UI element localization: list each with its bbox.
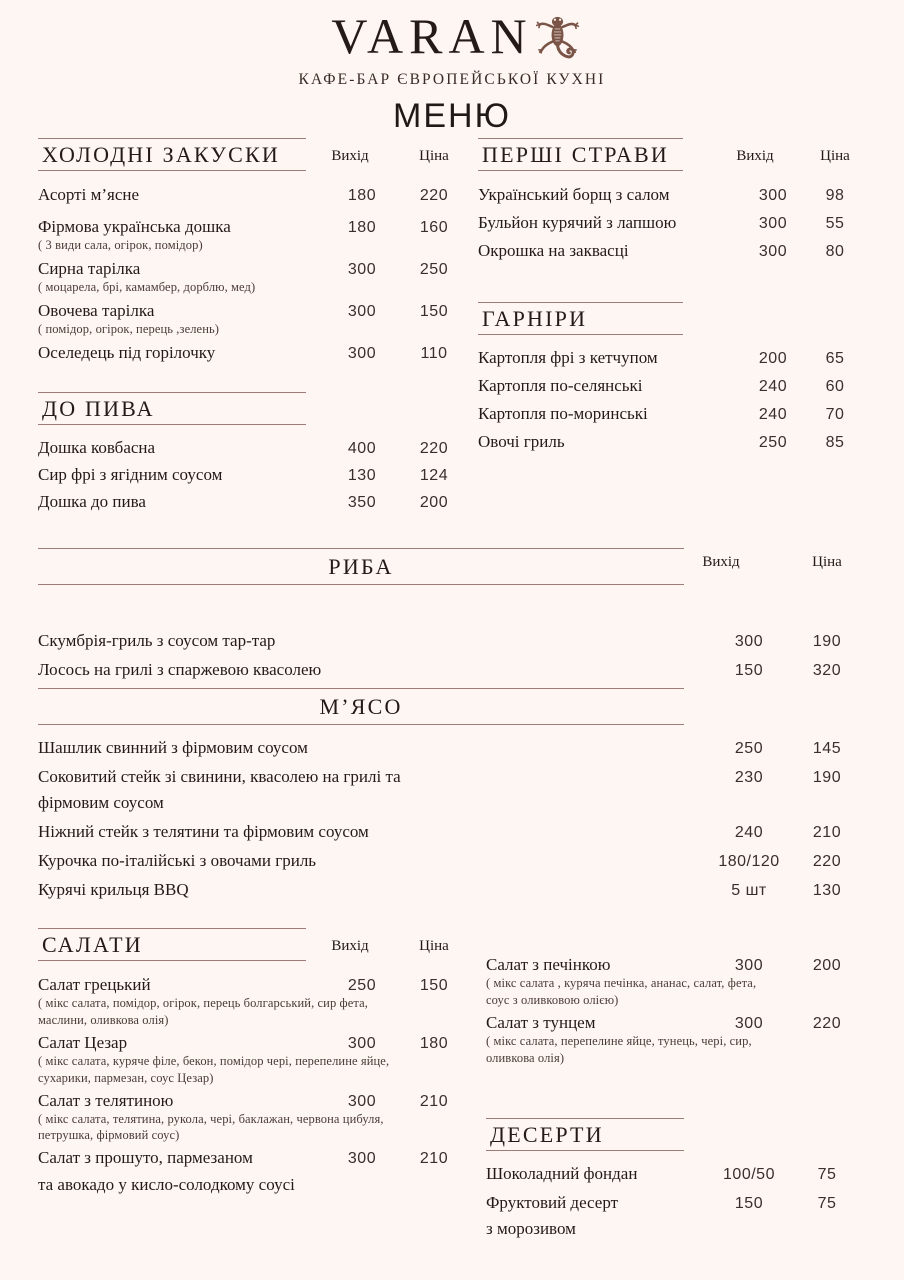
item-price: 70 bbox=[825, 406, 845, 423]
section-meat bbox=[38, 688, 866, 900]
item-yield: 300 bbox=[734, 633, 764, 650]
item-name-line2: та авокадо у кисло-солодкому соусі bbox=[38, 1175, 295, 1195]
item-description-line1: ( мікс салата, телятина, рукола, чері, баклажан, червона цибуля, bbox=[38, 1111, 384, 1126]
item-price: 160 bbox=[419, 219, 449, 236]
menu-item[interactable] bbox=[38, 1148, 470, 1168]
menu-item[interactable] bbox=[478, 241, 866, 261]
item-yield: 150 bbox=[734, 662, 764, 679]
section-title: М’ЯСО bbox=[319, 694, 403, 719]
item-price: 210 bbox=[419, 1092, 449, 1110]
brand-row bbox=[0, 8, 904, 64]
item-name: Картопля по-моринські bbox=[478, 404, 648, 423]
item-yield: 300 bbox=[347, 344, 377, 362]
item-name: Картопля по-селянські bbox=[478, 376, 643, 395]
item-price: 75 bbox=[817, 1195, 837, 1212]
divider bbox=[478, 334, 683, 335]
item-yield: 240 bbox=[758, 378, 788, 395]
section-desserts bbox=[486, 1118, 866, 1239]
menu-item[interactable] bbox=[38, 259, 470, 279]
item-name: Курочка по-італійські з овочами гриль bbox=[38, 851, 317, 870]
item-yield: 180 bbox=[347, 219, 377, 236]
item-yield: 250 bbox=[734, 740, 764, 757]
item-price: 130 bbox=[812, 882, 842, 899]
item-name-line2: з морозивом bbox=[486, 1219, 576, 1238]
menu-item[interactable] bbox=[478, 404, 866, 424]
column-header-yield: Вихід bbox=[331, 148, 369, 164]
item-description-line2: петрушка, фірмовий соус) bbox=[38, 1128, 180, 1143]
section-header bbox=[38, 138, 470, 171]
section-title: РИБА bbox=[328, 554, 394, 579]
item-price: 60 bbox=[825, 378, 845, 395]
item-name: Оселедець під горілочку bbox=[38, 342, 216, 362]
section-header bbox=[478, 138, 866, 171]
column-header-price: Ціна bbox=[419, 938, 449, 954]
item-name: Лосось на грилі з спаржевою квасолею bbox=[38, 660, 322, 679]
column-headers bbox=[724, 148, 866, 171]
item-yield: 250 bbox=[758, 434, 788, 451]
item-price: 250 bbox=[419, 260, 449, 278]
section-title: ДО ПИВА bbox=[42, 396, 155, 421]
menu-item[interactable] bbox=[38, 301, 470, 321]
page-title: МЕНЮ bbox=[393, 97, 511, 135]
item-yield: 300 bbox=[758, 215, 788, 232]
item-name: Шашлик свинний з фірмовим соусом bbox=[38, 738, 308, 757]
item-price: 210 bbox=[419, 1150, 449, 1168]
item-name: Український борщ з салом bbox=[478, 185, 670, 204]
column-headers bbox=[682, 554, 866, 577]
item-description-line2: сухарики, пармезан, соус Цезар) bbox=[38, 1070, 214, 1085]
section-salads bbox=[38, 928, 470, 1195]
menu-item[interactable] bbox=[38, 738, 866, 758]
item-price: 110 bbox=[420, 344, 448, 362]
item-price: 98 bbox=[825, 187, 845, 204]
item-price: 210 bbox=[812, 824, 842, 841]
item-name: Дошка ковбасна bbox=[38, 438, 156, 457]
menu-item[interactable] bbox=[38, 465, 470, 485]
item-name: Салат грецький bbox=[38, 975, 151, 994]
item-price: 145 bbox=[812, 740, 842, 757]
item-name: Картопля фрі з кетчупом bbox=[478, 348, 658, 367]
item-description-line1: ( мікс салата, куряче філе, бекон, помідор чері, перепелине яйце, bbox=[38, 1053, 390, 1068]
item-price: 190 bbox=[812, 769, 842, 786]
column-header-yield: Вихід bbox=[736, 148, 774, 164]
item-name: Бульйон курячий з лапшою bbox=[478, 213, 677, 232]
section-title: ХОЛОДНІ ЗАКУСКИ bbox=[42, 142, 280, 167]
item-name: Окрошка на заквасці bbox=[478, 241, 629, 260]
brand-subtitle: КАФЕ-БАР ЄВРОПЕЙСЬКОЇ КУХНІ bbox=[298, 71, 606, 88]
column-header-price: Ціна bbox=[419, 148, 449, 164]
menu-item[interactable] bbox=[38, 492, 470, 512]
column-header-price: Ціна bbox=[812, 554, 842, 570]
item-name: Фірмова українська дошка bbox=[38, 217, 231, 236]
menu-item[interactable] bbox=[38, 1033, 470, 1053]
item-name: Овочева тарілка bbox=[38, 300, 155, 320]
divider bbox=[38, 724, 684, 725]
section-title: ГАРНІРИ bbox=[482, 306, 588, 331]
item-yield: 240 bbox=[758, 406, 788, 423]
item-price: 65 bbox=[825, 350, 845, 367]
menu-item-continuation bbox=[38, 1175, 470, 1195]
item-price: 200 bbox=[419, 494, 449, 511]
item-description-line2: соус з оливковою олією) bbox=[486, 992, 619, 1007]
menu-item[interactable] bbox=[486, 955, 866, 975]
item-price: 220 bbox=[419, 187, 449, 204]
item-yield: 350 bbox=[347, 494, 377, 511]
item-price: 55 bbox=[825, 215, 845, 232]
menu-item[interactable] bbox=[38, 185, 470, 205]
item-price: 85 bbox=[825, 434, 845, 451]
menu-item[interactable] bbox=[38, 217, 470, 237]
menu-item[interactable] bbox=[38, 880, 866, 900]
item-name: Дошка до пива bbox=[38, 492, 146, 511]
item-description: ( моцарела, брі, камамбер, дорблю, мед) bbox=[38, 279, 256, 294]
menu-item[interactable] bbox=[486, 1164, 866, 1184]
menu-item[interactable] bbox=[38, 975, 470, 995]
item-name: Соковитий стейк зі свинини, квасолею на грилі та bbox=[38, 767, 401, 786]
menu-item[interactable] bbox=[38, 660, 866, 680]
item-name: Ніжний стейк з телятини та фірмовим соусом bbox=[38, 822, 369, 841]
item-yield: 150 bbox=[734, 1195, 764, 1212]
item-name: Овочі гриль bbox=[478, 432, 565, 451]
menu-item[interactable] bbox=[478, 185, 866, 205]
divider bbox=[38, 960, 306, 961]
item-name: Сирна тарілка bbox=[38, 258, 141, 278]
item-name: Шоколадний фондан bbox=[486, 1164, 638, 1183]
item-name: Салат Цезар bbox=[38, 1032, 128, 1052]
item-yield: 180 bbox=[347, 187, 377, 204]
item-name: Салат з телятиною bbox=[38, 1090, 174, 1110]
divider bbox=[38, 584, 684, 585]
section-cold-appetizers bbox=[38, 138, 470, 363]
section-title: ДЕСЕРТИ bbox=[490, 1122, 604, 1147]
item-description: ( помідор, огірок, перець ,зелень) bbox=[38, 321, 220, 336]
item-description-line1: ( мікс салата, помідор, огірок, перець болгарський, сир фета, bbox=[38, 996, 368, 1010]
section-beer-snacks bbox=[38, 392, 470, 512]
menu-item[interactable] bbox=[478, 376, 866, 396]
section-fish bbox=[38, 548, 866, 680]
lizard-icon bbox=[535, 12, 583, 64]
item-name: Курячі крильця BBQ bbox=[38, 880, 189, 899]
menu-item[interactable] bbox=[38, 631, 866, 651]
menu-item[interactable] bbox=[38, 1091, 470, 1111]
item-yield: 230 bbox=[734, 769, 764, 786]
section-salads-continued bbox=[486, 955, 866, 1067]
masthead bbox=[0, 0, 904, 136]
menu-item[interactable] bbox=[38, 822, 866, 842]
menu-item-continuation bbox=[38, 793, 866, 813]
column-header-price: Ціна bbox=[820, 148, 850, 164]
menu-item[interactable] bbox=[486, 1013, 866, 1033]
item-yield: 300 bbox=[347, 302, 377, 320]
section-title: ПЕРШІ СТРАВИ bbox=[482, 142, 669, 167]
item-yield: 240 bbox=[734, 824, 764, 841]
item-yield: 100/50 bbox=[723, 1166, 775, 1183]
item-name: Фруктовий десерт bbox=[486, 1193, 619, 1212]
item-price: 80 bbox=[825, 243, 845, 260]
item-name: Сир фрі з ягідним соусом bbox=[38, 465, 223, 484]
column-headers bbox=[314, 148, 470, 171]
column-header-yield: Вихід bbox=[702, 554, 740, 570]
column-header-yield: Вихід bbox=[331, 938, 369, 954]
item-price: 150 bbox=[419, 302, 449, 320]
section-sides bbox=[478, 302, 866, 452]
item-description-line2: маслини, оливкова олія) bbox=[38, 1012, 169, 1027]
column-headers bbox=[314, 938, 470, 961]
menu-item[interactable] bbox=[478, 432, 866, 452]
item-name-line2: фірмовим соусом bbox=[38, 793, 164, 812]
menu-item[interactable] bbox=[478, 348, 866, 368]
item-yield: 300 bbox=[347, 1150, 377, 1168]
item-yield: 300 bbox=[347, 1092, 377, 1110]
item-description-line1: ( мікс салата, перепелине яйце, тунець, чері, сир, bbox=[486, 1033, 752, 1048]
item-yield: 300 bbox=[734, 1014, 764, 1032]
brand-name: VARAN bbox=[331, 8, 533, 64]
item-description-line1: ( мікс салата , куряча печінка, ананас, салат, фета, bbox=[486, 976, 757, 990]
item-price: 200 bbox=[812, 957, 842, 974]
item-price: 150 bbox=[419, 977, 449, 994]
menu-item[interactable] bbox=[38, 851, 866, 871]
item-price: 190 bbox=[812, 633, 842, 650]
item-price: 220 bbox=[812, 853, 842, 870]
divider bbox=[478, 170, 683, 171]
divider bbox=[486, 1150, 684, 1151]
menu-item[interactable] bbox=[38, 438, 470, 458]
menu-item[interactable] bbox=[478, 213, 866, 233]
item-yield: 300 bbox=[734, 957, 764, 974]
item-yield: 300 bbox=[758, 243, 788, 260]
item-price: 220 bbox=[812, 1014, 842, 1032]
menu-item[interactable] bbox=[486, 1193, 866, 1213]
item-name: Скумбрія-гриль з соусом тар-тар bbox=[38, 631, 276, 650]
item-yield: 300 bbox=[758, 187, 788, 204]
item-description: ( 3 види сала, огірок, помідор) bbox=[38, 238, 203, 252]
menu-item[interactable] bbox=[38, 343, 470, 363]
item-yield: 130 bbox=[347, 467, 377, 484]
item-description-line2: оливкова олія) bbox=[486, 1050, 565, 1065]
section-title: САЛАТИ bbox=[42, 932, 143, 957]
item-price: 220 bbox=[419, 440, 449, 457]
item-price: 180 bbox=[419, 1034, 449, 1052]
item-name: Асорті м’ясне bbox=[38, 185, 140, 204]
section-first-courses bbox=[478, 138, 866, 261]
menu-item[interactable] bbox=[38, 767, 866, 787]
item-yield: 300 bbox=[347, 260, 377, 278]
item-yield: 300 bbox=[347, 1034, 377, 1052]
item-price: 124 bbox=[419, 467, 449, 484]
divider bbox=[38, 424, 306, 425]
item-price: 320 bbox=[812, 662, 842, 679]
item-yield: 400 bbox=[347, 440, 377, 457]
item-yield: 200 bbox=[758, 350, 788, 367]
item-name: Салат з печінкою bbox=[486, 955, 611, 974]
item-name: Салат з тунцем bbox=[486, 1012, 596, 1032]
divider bbox=[38, 170, 306, 171]
item-name: Салат з прошуто, пармезаном bbox=[38, 1148, 253, 1168]
menu-item-continuation bbox=[486, 1219, 866, 1239]
item-yield: 180/120 bbox=[718, 853, 780, 870]
item-yield: 5 шт bbox=[731, 882, 767, 899]
section-header bbox=[38, 928, 470, 961]
item-price: 75 bbox=[817, 1166, 837, 1183]
item-yield: 250 bbox=[347, 977, 377, 994]
